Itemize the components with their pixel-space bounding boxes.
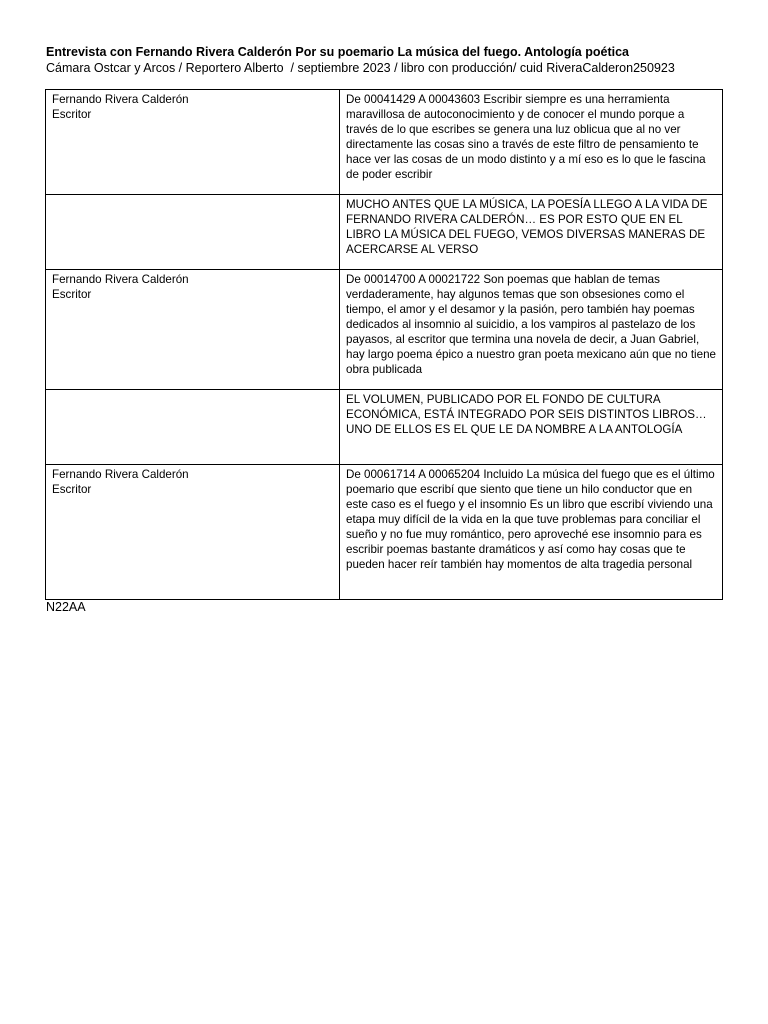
speaker-cell xyxy=(46,390,340,465)
table-row xyxy=(46,90,723,195)
speaker-name: Fernando Rivera Calderón xyxy=(52,93,189,106)
table-row xyxy=(46,390,723,465)
speaker-cell xyxy=(46,465,340,600)
speaker-role: Escritor xyxy=(52,483,92,496)
narration-cell: EL VOLUMEN, PUBLICADO POR EL FONDO DE CULTURA ECONÓMICA, ESTÁ INTEGRADO POR SEIS DISTINTOS LIBROS… UNO DE ELLOS ES EL QUE LE DA NOMBRE A LA ANTOLOGÍA xyxy=(340,390,723,465)
speaker-cell xyxy=(46,195,340,270)
speaker-cell xyxy=(46,90,340,195)
speaker-role: Escritor xyxy=(52,108,92,121)
table-row xyxy=(46,195,723,270)
document-subtitle: Cámara Ostcar y Arcos / Reportero Alberto / septiembre 2023 / libro con producción/ cuid RiveraCalderon250923 xyxy=(46,61,675,75)
speaker-cell xyxy=(46,270,340,390)
speech-cell: De 00061714 A 00065204 Incluido La música del fuego que es el último poemario que escribí que siento que tiene un hilo conductor que en este caso es el fuego y el insomnio Es un libro que escribí viviendo una etapa muy difícil de la vida en la que tuve problemas para conciliar el sueño y no fue muy romántico, pero aproveché ese insomnio para es escribir poemas bastante dramáticos y así como hay cosas que te pueden hacer reír también hay momentos de alta tragedia personal xyxy=(340,465,723,600)
table-row xyxy=(46,270,723,390)
narration-cell: MUCHO ANTES QUE LA MÚSICA, LA POESÍA LLEGO A LA VIDA DE FERNANDO RIVERA CALDERÓN… ES POR ESTO QUE EN EL LIBRO LA MÚSICA DEL FUEGO, VEMOS DIVERSAS MANERAS DE ACERCARSE AL VERSO xyxy=(340,195,723,270)
speaker-name: Fernando Rivera Calderón xyxy=(52,468,189,481)
table-row xyxy=(46,465,723,600)
footer-code: N22AA xyxy=(46,600,86,614)
script-table xyxy=(45,89,723,600)
speaker-role: Escritor xyxy=(52,288,92,301)
speaker-name: Fernando Rivera Calderón xyxy=(52,273,189,286)
speech-cell: De 00014700 A 00021722 Son poemas que hablan de temas verdaderamente, hay algunos temas que son obsesiones como el tiempo, el amor y el desamor y la pasión, pero también hay poemas dedicados al insomnio al suicidio, a los vampiros al pastelazo de los payasos, al escritor que termina una novela de decir, a Juan Gabriel, hay largo poema épico a nuestro gran poeta mexicano aún que no tiene obra publicada xyxy=(340,270,723,390)
speech-cell: De 00041429 A 00043603 Escribir siempre es una herramienta maravillosa de autoconocimiento y de conocer el mundo porque a través de lo que escribes se genera una luz oblicua que al no ver directamente las cosas sino a través de este filtro de pensamiento te hace ver las cosas de un modo distinto y a mí eso es lo que le fascina de poder escribir xyxy=(340,90,723,195)
document-title: Entrevista con Fernando Rivera Calderón Por su poemario La música del fuego. Antología poética xyxy=(46,45,629,59)
